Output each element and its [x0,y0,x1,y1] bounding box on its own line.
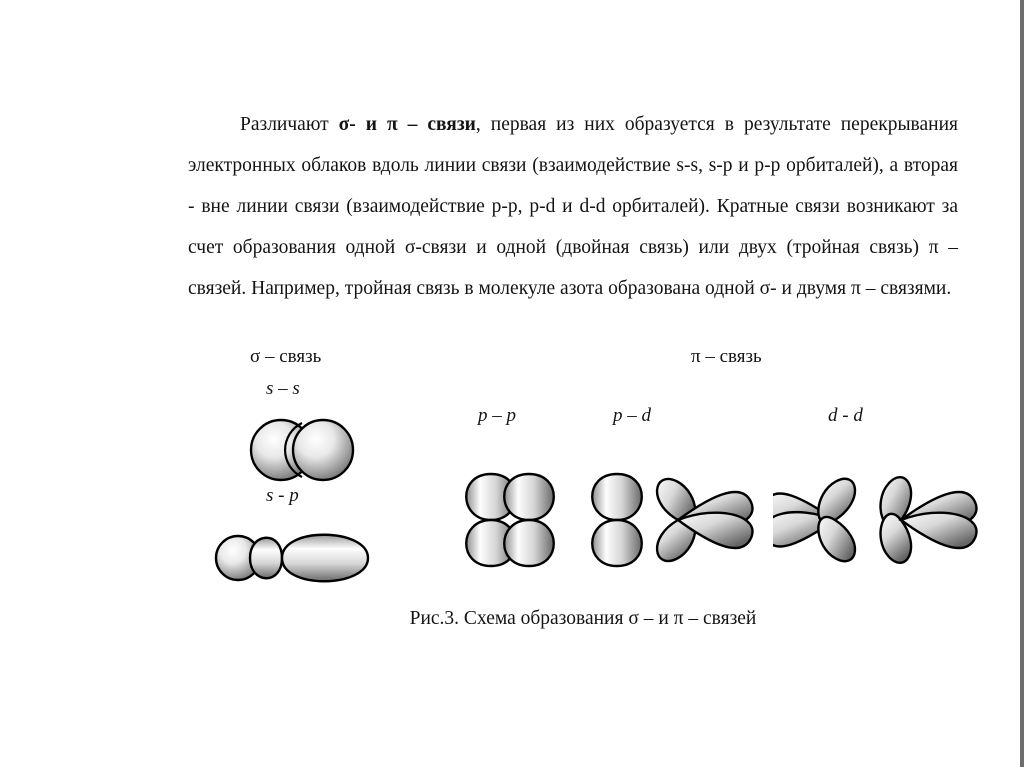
label-s-s: s – s [266,378,300,399]
paragraph-run-3: , первая из них образуется в результате перекрывания электронных облаков вдоль линии связи (взаимодействие s-s, s-p и p-p орбиталей), а вторая - вне линии связи (взаимодействие p-p, p-d и d-d орбиталей). Кратные связи возникают за счет образования одной σ-связи и одной (двойная связь) или двух (тройная связь) π – связей. Например, тройная связь в молекуле азота образована одной σ- и двумя π – связями. [188,114,958,299]
label-p-p: p – p [478,405,516,426]
paragraph-run-2-bold: σ- и π – связи [338,114,476,135]
label-s-p: s - p [266,485,299,506]
label-pi-bond: π – связь [691,346,762,367]
label-d-d: d - d [828,405,863,426]
label-sigma-bond: σ – связь [250,346,322,367]
body-paragraph [188,104,958,309]
diagram-s-s-orbitals [236,410,366,490]
figure-orbital-overlap [188,340,978,640]
diagram-p-d-orbitals [573,440,783,600]
label-p-d: p – d [613,405,651,426]
diagram-p-p-orbitals [443,440,578,600]
diagram-s-p-orbitals [208,518,398,598]
page-right-edge [1020,0,1024,767]
paragraph-run-1: Различают [240,114,339,135]
figure-caption: Рис.3. Схема образования σ – и π – связей [409,608,757,629]
diagram-d-d-orbitals [773,440,983,600]
